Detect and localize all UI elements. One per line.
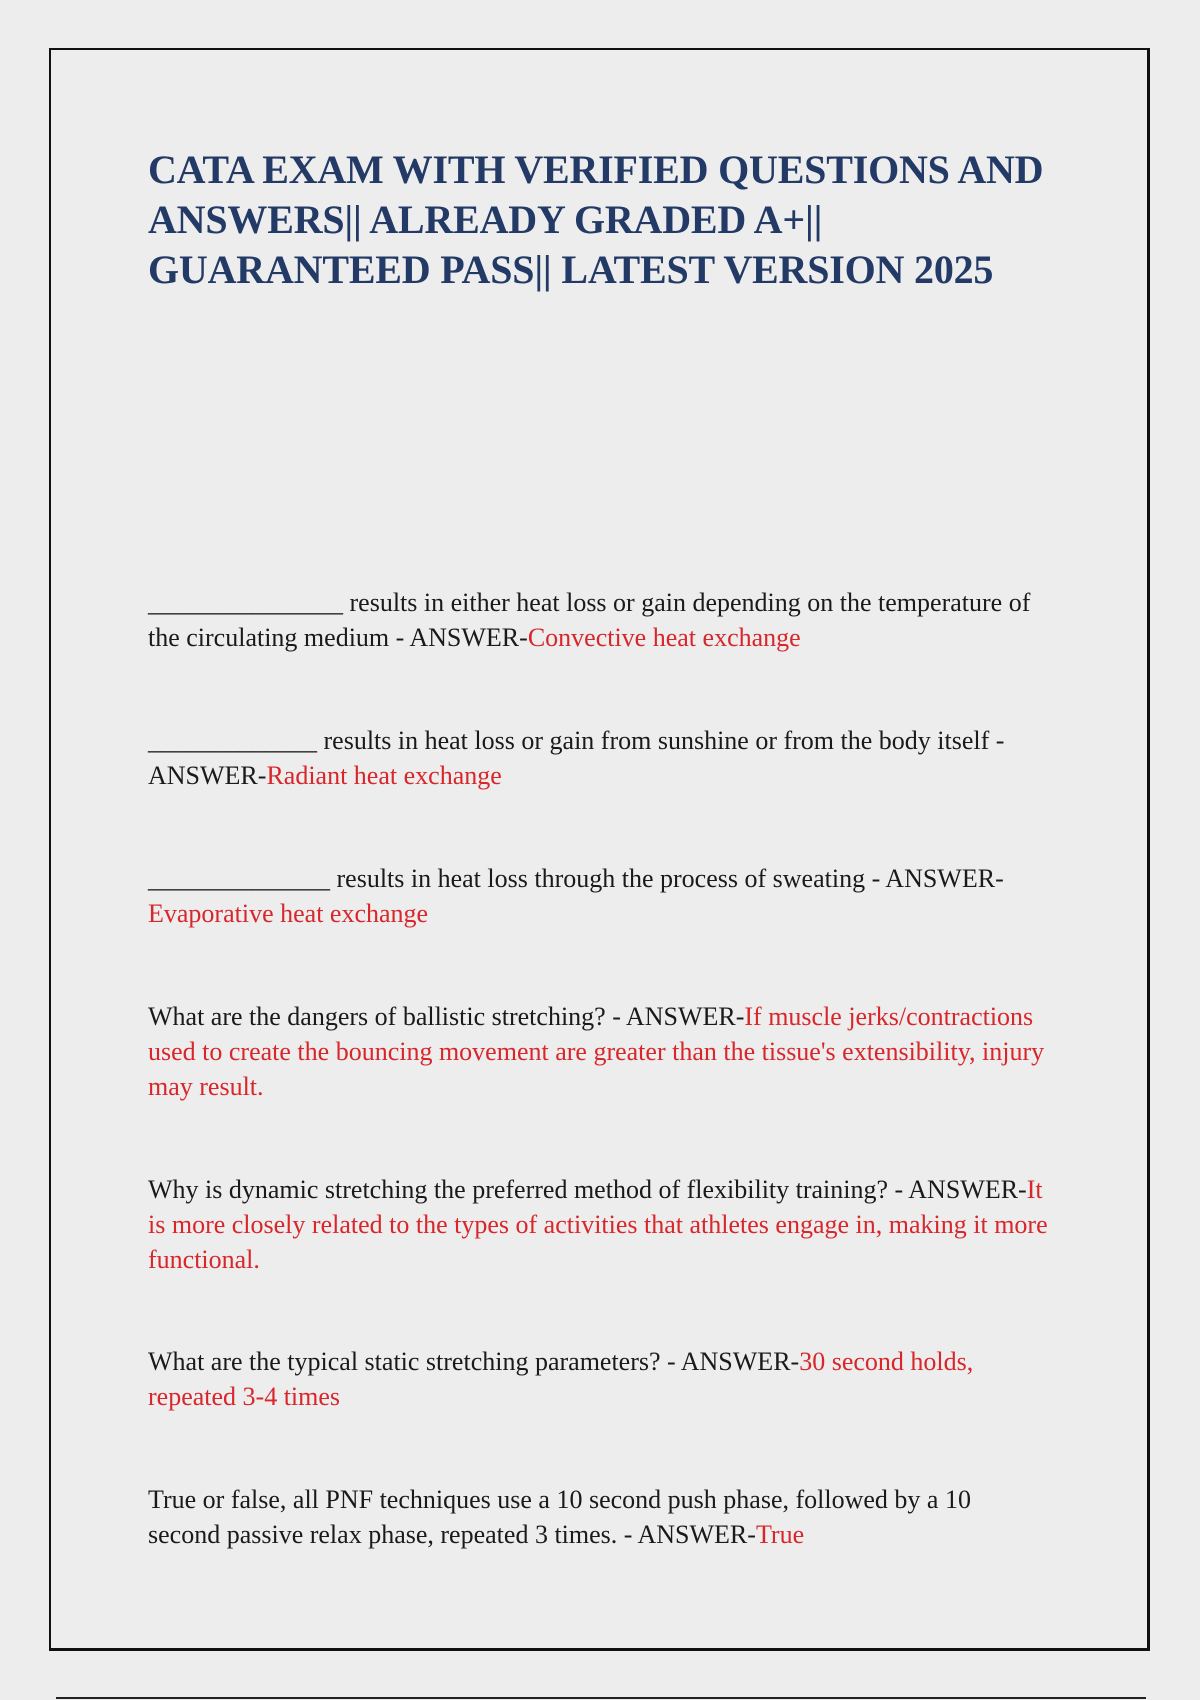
qa-item-3 [148, 861, 1048, 931]
question-text: True or false, all PNF techniques use a 10 second push phase, followed by a 10 second passive relax phase, repeated 3 times. - ANSWER- [148, 1485, 971, 1549]
answer-text: True [755, 1520, 805, 1549]
question-text: ______________ results in heat loss through the process of sweating - ANSWER- [148, 864, 1004, 893]
document-title: CATA EXAM WITH VERIFIED QUESTIONS AND ANSWERS|| ALREADY GRADED A+|| GUARANTEED PASS|| LATEST VERSION 2025 [148, 147, 1044, 292]
qa-item-7 [148, 1482, 1048, 1552]
answer-text: Radiant heat exchange [266, 761, 502, 790]
answer-text: Evaporative heat exchange [148, 899, 429, 928]
answer-text: It is more closely related to the types of activities that athletes engage in, making it more functional. [148, 1175, 1048, 1274]
answer-text: If muscle jerks/contractions used to create the bouncing movement are greater than the tissue's extensibility, injury may result. [148, 1002, 1045, 1101]
answer-text: 30 second holds, repeated 3-4 times [148, 1347, 974, 1411]
question-text: What are the typical static stretching parameters? - ANSWER- [148, 1347, 800, 1376]
qa-item-2 [148, 723, 1048, 793]
qa-item-1 [148, 585, 1048, 655]
qa-item-5 [148, 1172, 1048, 1277]
answer-text: Convective heat exchange [527, 623, 801, 652]
document-page [49, 48, 1150, 1651]
question-text: Why is dynamic stretching the preferred method of flexibility training? - ANSWER- [148, 1175, 1027, 1204]
question-text: What are the dangers of ballistic stretching? - ANSWER- [148, 1002, 745, 1031]
qa-item-4 [148, 999, 1048, 1104]
question-text: _____________ results in heat loss or gain from sunshine or from the body itself - ANSWER- [148, 726, 1005, 790]
qa-item-6 [148, 1344, 1048, 1414]
question-text: _______________ results in either heat loss or gain depending on the temperature of the circulating medium - ANSWER- [148, 588, 1031, 652]
next-page-top-rule [56, 1697, 1146, 1699]
